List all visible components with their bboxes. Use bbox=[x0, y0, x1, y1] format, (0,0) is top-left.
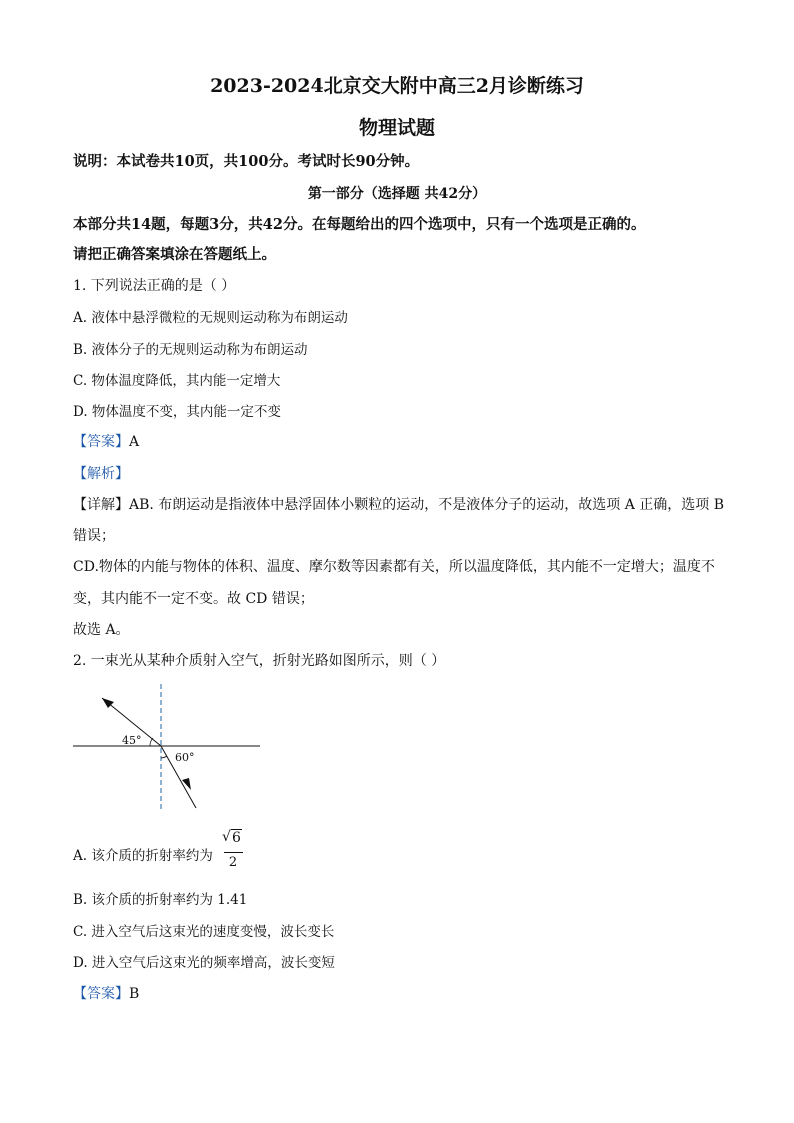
q2-option-a-fraction bbox=[222, 830, 244, 876]
q1-option-b: B. 液体分子的无规则运动称为布朗运动 bbox=[73, 342, 308, 358]
fraction-denominator: 2 bbox=[228, 855, 238, 870]
q1-detail-label: 【详解】 bbox=[73, 497, 129, 513]
q1-detail-row-4: 变，其内能不一定不变。故 CD 错误； bbox=[73, 591, 314, 607]
instructions-line-2: 请把正确答案填涂在答题纸上。 bbox=[73, 246, 276, 263]
page-title: 2023-2024北京交大附中高三2月诊断练习 bbox=[210, 75, 584, 97]
q1-option-c: C. 物体温度降低，其内能一定增大 bbox=[73, 373, 281, 389]
sqrt-radicand: 6 bbox=[232, 830, 241, 846]
q2-option-a: A. 该介质的折射率约为 bbox=[73, 848, 213, 864]
q2-stem: 2. 一束光从某种介质射入空气，折射光路如图所示，则（ ） bbox=[73, 653, 446, 669]
q1-analysis-row bbox=[73, 463, 129, 483]
q1-answer-row bbox=[73, 431, 139, 451]
q2-option-b: B. 该介质的折射率约为 1.41 bbox=[73, 892, 248, 908]
page-subtitle: 物理试题 bbox=[358, 117, 435, 139]
q1-analysis-label: 【解析】 bbox=[73, 466, 129, 482]
angle-arc-bottom bbox=[161, 756, 167, 758]
q1-answer-label: 【答案】 bbox=[73, 434, 129, 450]
angle-label-bottom: 60° bbox=[175, 751, 195, 764]
q2-option-d: D. 进入空气后这束光的频率增高，波长变短 bbox=[73, 955, 335, 971]
refraction-diagram bbox=[70, 682, 270, 812]
q1-detail-row-2: 错误； bbox=[73, 528, 115, 544]
q1-detail-row-1 bbox=[73, 494, 724, 514]
q1-detail-row-3: CD.物体的内能与物体的体积、温度、摩尔数等因素都有关，所以温度降低，其内能不一定增大；温度不 bbox=[73, 559, 715, 575]
fraction-bar bbox=[224, 852, 243, 853]
q2-answer-row bbox=[73, 983, 139, 1003]
exam-note: 说明：本试卷共10页，共100分。考试时长90分钟。 bbox=[73, 153, 420, 170]
q2-option-c: C. 进入空气后这束光的速度变慢，波长变长 bbox=[73, 924, 335, 940]
q1-stem: 1. 下列说法正确的是（ ） bbox=[73, 278, 236, 294]
q1-detail-text-1: AB. 布朗运动是指液体中悬浮固体小颗粒的运动，不是液体分子的运动，故选项 A 正确，选项 B bbox=[129, 497, 725, 513]
q1-option-d: D. 物体温度不变，其内能一定不变 bbox=[73, 404, 281, 420]
incident-arrow bbox=[182, 778, 191, 790]
q1-conclusion: 故选 A。 bbox=[73, 622, 130, 638]
q1-answer: A bbox=[129, 434, 140, 450]
fraction-numerator bbox=[222, 830, 244, 846]
angle-label-top: 45° bbox=[122, 734, 142, 747]
instructions-line-1: 本部分共14题，每题3分，共42分。在每题给出的四个选项中，只有一个选项是正确的。 bbox=[73, 216, 646, 233]
q2-answer: B bbox=[129, 986, 140, 1002]
q2-answer-label: 【答案】 bbox=[73, 986, 129, 1002]
section-title: 第一部分（选择题 共42分） bbox=[307, 186, 487, 202]
q1-option-a: A. 液体中悬浮微粒的无规则运动称为布朗运动 bbox=[73, 310, 348, 326]
